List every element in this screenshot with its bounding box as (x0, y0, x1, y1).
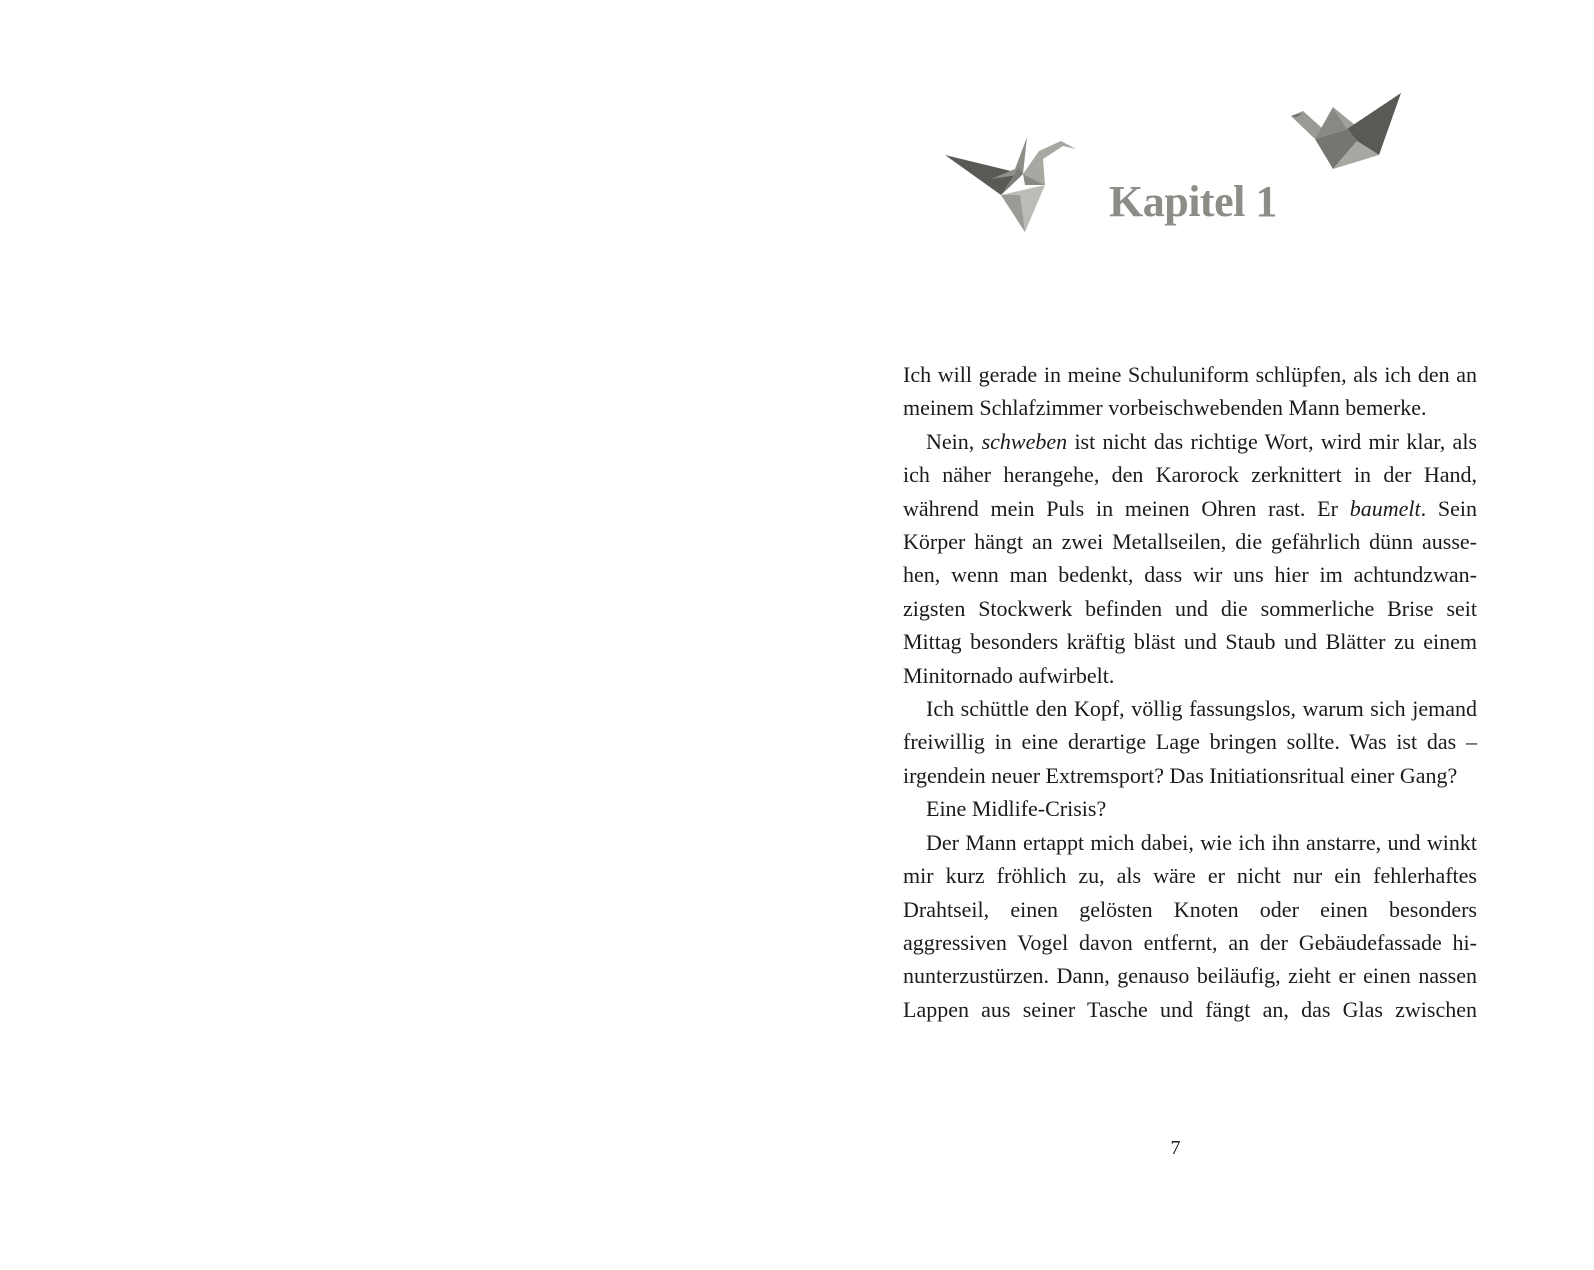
emphasized-text: schweben (981, 428, 1068, 454)
paragraph (903, 826, 1477, 1026)
text-run: ist nicht das richtige Wort, wird mir klar, als ich näher herangehe, den Karorock zerknittert in der Hand, während mein Puls in meinen Ohren rast. Er (903, 428, 1477, 521)
emphasized-text: baumelt (1349, 495, 1421, 521)
paragraph (903, 692, 1477, 792)
text-run: Ich schüttle den Kopf, völlig fassungslos, warum sich jemand freiwillig in eine derartige Lage bringen sollte. Was ist das – irgendein neuer Extremsport? Das Initiationsritual einer Gang? (903, 696, 1477, 788)
paragraph (903, 358, 1477, 425)
chapter-title: Kapitel 1 (1109, 177, 1277, 226)
origami-crane-icon (945, 137, 1085, 237)
text-run: Der Mann ertappt mich dabei, wie ich ihn anstarre, und winkt mir kurz fröhlich zu, als wäre er nicht nur ein fehlerhaftes Drahtseil, einen gelösten Knoten oder einen besonders aggressiven Vogel davon entfernt, an der Gebäudefassade hinunterzustürzen. Dann, genauso beiläufig, zieht er einen nassen Lappen aus seiner Tasche und fängt an, das Glas zwischen (903, 829, 1477, 1022)
chapter-body-text (903, 358, 1477, 1026)
paragraph (903, 425, 1477, 692)
text-run: Ich will gerade in meine Schuluniform schlüpfen, als ich den an meinem Schlafzimmer vorbeischwebenden Mann bemerke. (903, 362, 1477, 421)
origami-crane-icon (1291, 93, 1401, 173)
paragraph (903, 792, 1477, 825)
text-run: Nein, (926, 428, 982, 454)
text-run: Eine Midlife-Crisis? (926, 796, 1107, 822)
right-page (797, 0, 1594, 1270)
page-number: 7 (1170, 1137, 1181, 1159)
text-run: . Sein Körper hängt an zwei Metallseilen, die gefährlich dünn aussehen, wenn man bedenkt, dass wir uns hier im achtundzwanzigsten Stockwerk befinden und die sommerliche Brise seit Mittag besonders kräftig bläst und Staub und Blätter zu einem Minitornado aufwirbelt. (903, 495, 1477, 688)
